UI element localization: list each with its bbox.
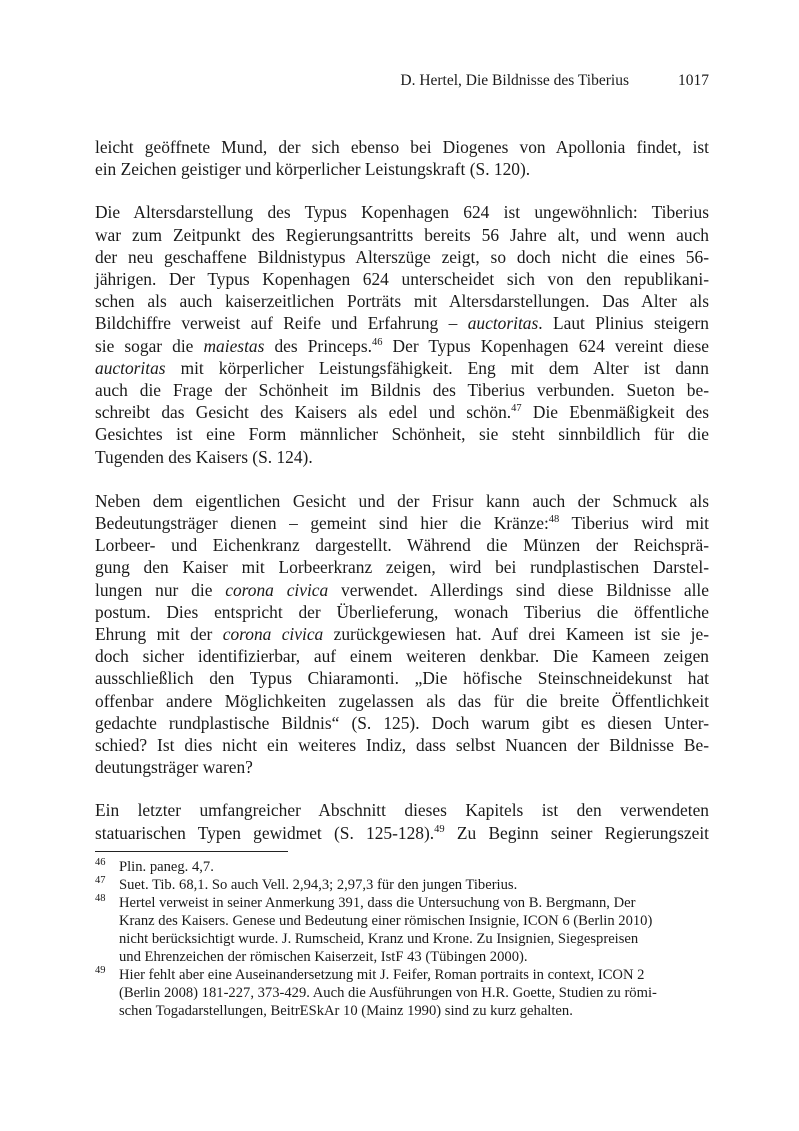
text-line: [95, 623, 709, 645]
footnote-text: schen Togadarstellungen, BeitrESkAr 10 (Mainz 1990) sind zu kurz gehalten.: [119, 1003, 573, 1019]
text-segment: deutungsträger waren?: [95, 757, 253, 778]
text-segment: mit körperlicher Leistungsfähigkeit. Eng mit dem Alter ist dann: [165, 357, 709, 378]
text-line: [95, 512, 709, 534]
text-line: [95, 734, 709, 756]
text-line: [95, 158, 709, 180]
text-line: [95, 268, 709, 290]
text-line: [95, 556, 709, 578]
text-segment: Bildchiffre verweist auf Reife und Erfahrung –: [95, 313, 468, 334]
text-segment: Neben dem eigentlichen Gesicht und der Frisur kann auch der Schmuck als: [95, 490, 709, 511]
footnote-text: Hertel verweist in seiner Anmerkung 391, dass die Untersuchung von B. Bergmann, Der: [119, 895, 636, 911]
footnote-number: 49: [95, 965, 106, 976]
text-line: [95, 224, 709, 246]
paragraph: [95, 799, 709, 843]
text-segment: postum. Dies entspricht der Überlieferung, wonach Tiberius die öffentliche: [95, 601, 709, 622]
italic-term: auctoritas: [467, 313, 539, 334]
text-segment: . Laut Plinius steigern: [538, 313, 709, 334]
footnote-number: 48: [95, 893, 106, 904]
footnote: [95, 876, 709, 894]
text-line: [95, 712, 709, 734]
footnote-number: 47: [95, 875, 106, 886]
text-line: [95, 579, 709, 601]
text-segment: Der Typus Kopenhagen 624 vereint diese: [382, 335, 709, 356]
text-segment: Zu Beginn seiner Regierungszeit: [444, 822, 709, 843]
text-segment: jährigen. Der Typus Kopenhagen 624 unterscheidet sich von den republikani-: [95, 269, 709, 290]
text-segment: schreibt das Gesicht des Kaisers als edel und schön.: [95, 402, 512, 423]
text-segment: Ein letzter umfangreicher Abschnitt dieses Kapitels ist den verwendeten: [95, 800, 709, 821]
text-line: [95, 335, 709, 357]
text-segment: sie sogar die: [95, 335, 204, 356]
text-segment: Ehrung mit der: [95, 624, 223, 645]
footnote-text: und Ehrenzeichen der römischen Kaiserzeit, IstF 43 (Tübingen 2000).: [119, 949, 528, 965]
text-line: [95, 201, 709, 223]
italic-term: auctoritas: [95, 357, 166, 378]
footnote-reference: 48: [548, 514, 560, 526]
running-head-title: D. Hertel, Die Bildnisse des Tiberius: [400, 72, 629, 89]
paragraph: [95, 136, 709, 180]
paragraph: [95, 490, 709, 779]
text-line: [95, 799, 709, 821]
text-segment: verwendet. Allerdings sind diese Bildnisse alle: [328, 579, 709, 600]
text-line: [95, 379, 709, 401]
text-line: [95, 534, 709, 556]
text-line: [95, 136, 709, 158]
footnote: [95, 894, 709, 966]
page-number: 1017: [678, 72, 709, 89]
text-line: [95, 690, 709, 712]
text-segment: schied? Ist dies nicht ein weiteres Indiz, dass selbst Nuancen der Bildnisse Be-: [95, 735, 709, 756]
text-line: [95, 645, 709, 667]
text-segment: schen als auch kaiserzeitlichen Porträts mit Altersdarstellungen. Das Alter als: [95, 291, 709, 312]
footnote-number: 46: [95, 857, 106, 868]
text-segment: statuarischen Typen gewidmet (S. 125-128).: [95, 822, 435, 843]
text-segment: war zum Zeitpunkt des Regierungsantritts bereits 56 Jahre alt, und wenn auch: [95, 224, 709, 245]
text-line: [95, 446, 709, 468]
text-segment: ausschließlich den Typus Chiaramonti. „Die höfische Steinschneidekunst hat: [95, 668, 709, 689]
footnote: [95, 858, 709, 876]
footnote-text: nicht berücksichtigt wurde. J. Rumscheid, Kranz und Krone. Zu Insignien, Siegespreisen: [119, 931, 639, 947]
text-segment: gung den Kaiser mit Lorbeerkranz zeigen, wird bei rundplastischen Darstel-: [95, 557, 709, 578]
text-segment: zurückgewiesen hat. Auf drei Kameen ist sie je-: [323, 624, 709, 645]
text-segment: auch die Frage der Schönheit im Bildnis des Tiberius verbunden. Sueton be-: [95, 380, 709, 401]
footnote-reference: 47: [511, 403, 522, 415]
text-segment: leicht geöffnete Mund, der sich ebenso bei Diogenes von Apollonia findet, ist: [95, 137, 709, 157]
text-line: [95, 290, 709, 312]
text-line: [95, 246, 709, 268]
text-segment: Bedeutungsträger dienen – gemeint sind hier die Kränze:: [95, 513, 549, 534]
text-line: [95, 756, 709, 778]
italic-term: corona civica: [222, 624, 324, 645]
text-segment: Gesichtes ist eine Form männlicher Schönheit, sie steht sinnbildlich für die: [95, 424, 709, 445]
text-segment: Lorbeer- und Eichenkranz dargestellt. Während die Münzen der Reichsprä-: [95, 535, 709, 556]
text-segment: Tiberius wird mit: [559, 513, 709, 534]
text-segment: lungen nur die: [95, 579, 226, 600]
text-segment: offenbar andere Möglichkeiten zugelassen als das für die breite Öffentlichkeit: [95, 690, 709, 711]
text-segment: gedachte rundplastische Bildnis“ (S. 125). Doch warum gibt es diesen Unter-: [95, 712, 709, 733]
text-line: [95, 312, 709, 334]
text-segment: doch sicher identifizierbar, auf einem weiteren denkbar. Die Kameen zeigen: [95, 646, 709, 667]
footnote-text: Suet. Tib. 68,1. So auch Vell. 2,94,3; 2,97,3 für den jungen Tiberius.: [119, 877, 518, 893]
footnote-reference: 46: [371, 336, 383, 348]
footnote-text: (Berlin 2008) 181-227, 373-429. Auch die Ausführungen von H.R. Goette, Studien zu römi-: [119, 985, 657, 1001]
text-segment: Die Altersdarstellung des Typus Kopenhagen 624 ist ungewöhnlich: Tiberius: [95, 202, 709, 223]
italic-term: corona civica: [225, 579, 329, 600]
text-line: [95, 401, 709, 423]
paragraph: [95, 201, 709, 467]
running-head: [95, 72, 709, 94]
text-segment: des Princeps.: [264, 335, 372, 356]
text-segment: Tugenden des Kaisers (S. 124).: [95, 446, 313, 467]
footnotes: [95, 858, 709, 1020]
text-line: [95, 667, 709, 689]
footnote-rule: [95, 851, 288, 852]
text-segment: Die Ebenmäßigkeit des: [521, 402, 709, 423]
body-text: [95, 136, 709, 866]
footnote-text: Hier fehlt aber eine Auseinandersetzung mit J. Feifer, Roman portraits in context, ICON 2: [119, 967, 645, 983]
text-line: [95, 357, 709, 379]
footnote: [95, 966, 709, 1020]
text-line: [95, 601, 709, 623]
footnote-reference: 49: [434, 823, 445, 835]
footnote-text: Kranz des Kaisers. Genese und Bedeutung einer römischen Insignie, ICON 6 (Berlin 2010): [119, 913, 653, 929]
text-line: [95, 423, 709, 445]
text-segment: ein Zeichen geistiger und körperlicher Leistungskraft (S. 120).: [95, 159, 531, 180]
italic-term: maiestas: [203, 335, 265, 356]
text-segment: der neu geschaffene Bildnistypus Alterszüge zeigt, so doch nicht die eines 56-: [95, 246, 709, 267]
footnote-text: Plin. paneg. 4,7.: [119, 859, 214, 875]
text-line: [95, 490, 709, 512]
text-line: [95, 822, 709, 844]
